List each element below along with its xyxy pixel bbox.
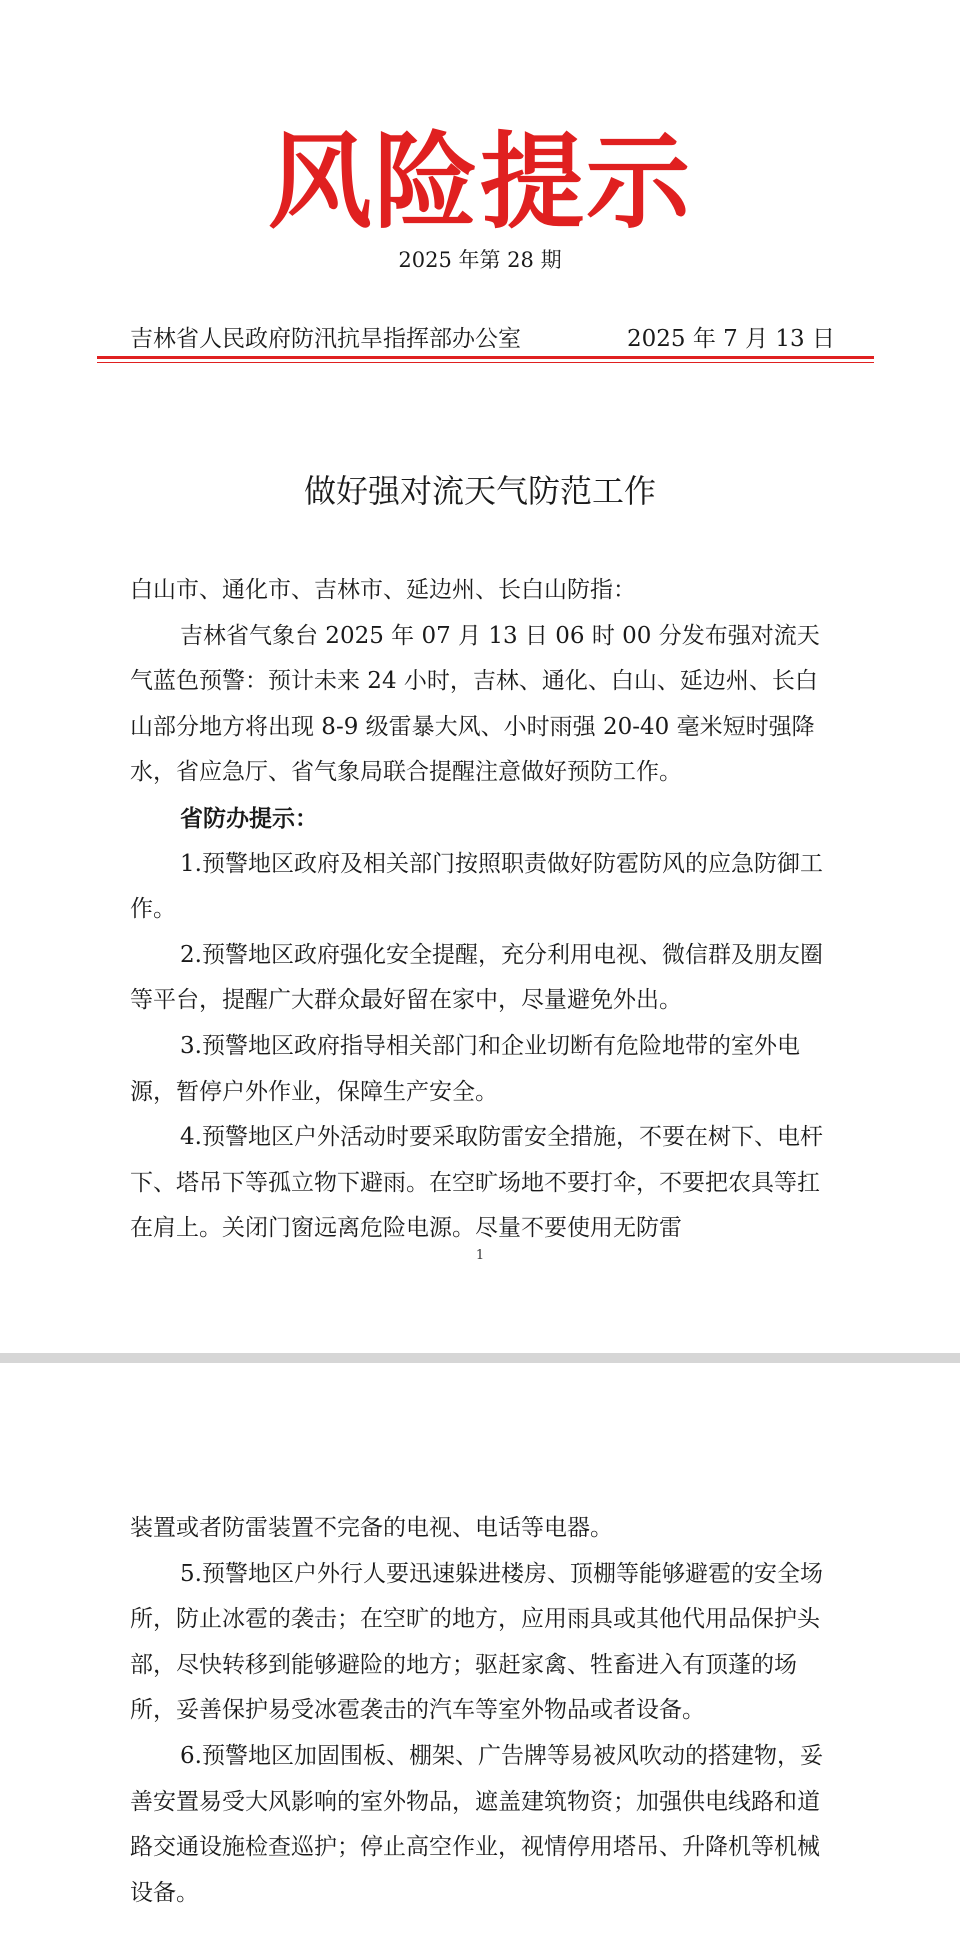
tip-item: 5.预警地区户外行人要迅速躲进楼房、顶棚等能够避雹的安全场所，防止冰雹的袭击；在空旷的地方，应用雨具或其他代用品保护头部，尽快转移到能够避险的地方；驱赶家禽、牲畜进入有顶蓬的场所，妥善保护易受冰雹袭击的汽车等室外物品或者设备。 (130, 1560, 823, 1724)
document-body-continued (130, 1506, 840, 1916)
document-body (130, 568, 840, 1252)
tips-heading: 省防办提示： (180, 804, 318, 832)
issue-date: 2025 年 7 月 13 日 (627, 326, 835, 352)
page-separator (0, 1353, 960, 1363)
tip-item: 2.预警地区政府强化安全提醒，充分利用电视、微信群及朋友圈等平台，提醒广大群众最好留在家中，尽量避免外出。 (130, 941, 823, 1014)
document-title: 做好强对流天气防范工作 (303, 472, 656, 510)
page-number: 1 (475, 1248, 485, 1263)
continuation-text: 装置或者防雷装置不完备的电视、电话等电器。 (130, 1515, 613, 1541)
addressee: 白山市、通化市、吉林市、延边州、长白山防指： (130, 577, 636, 603)
tip-item: 3.预警地区政府指导相关部门和企业切断有危险地带的室外电源，暂停户外作业，保障生产安全。 (130, 1032, 800, 1105)
issue-number: 2025 年第 28 期 (398, 248, 562, 272)
red-divider-thin (97, 362, 874, 363)
red-divider-thick (97, 356, 874, 359)
tip-item: 4.预警地区户外活动时要采取防雷安全措施，不要在树下、电杆下、塔吊下等孤立物下避雨。在空旷场地不要打伞，不要把农具等扛在肩上。关闭门窗远离危险电源。尽量不要使用无防雷 (130, 1124, 823, 1242)
tip-item: 1.预警地区政府及相关部门按照职责做好防雹防风的应急防御工作。 (130, 850, 823, 923)
intro-paragraph: 吉林省气象台 2025 年 07 月 13 日 06 时 00 分发布强对流天气蓝色预警：预计未来 24 小时，吉林、通化、白山、延边州、长白山部分地方将出现 8-9 级雷暴大风、小时雨强 20-40 毫米短时强降水，省应急厅、省气象局联合提醒注意做好预防工作。 (130, 622, 820, 786)
tip-item: 6.预警地区加固围板、棚架、广告牌等易被风吹动的搭建物，妥善安置易受大风影响的室外物品，遮盖建筑物资；加强供电线路和道路交通设施检查巡护；停止高空作业，视情停用塔吊、升降机等机械设备。 (130, 1742, 823, 1906)
issuing-office: 吉林省人民政府防汛抗旱指挥部办公室 (130, 326, 521, 352)
risk-alert-banner: 风险提示 (267, 120, 692, 243)
